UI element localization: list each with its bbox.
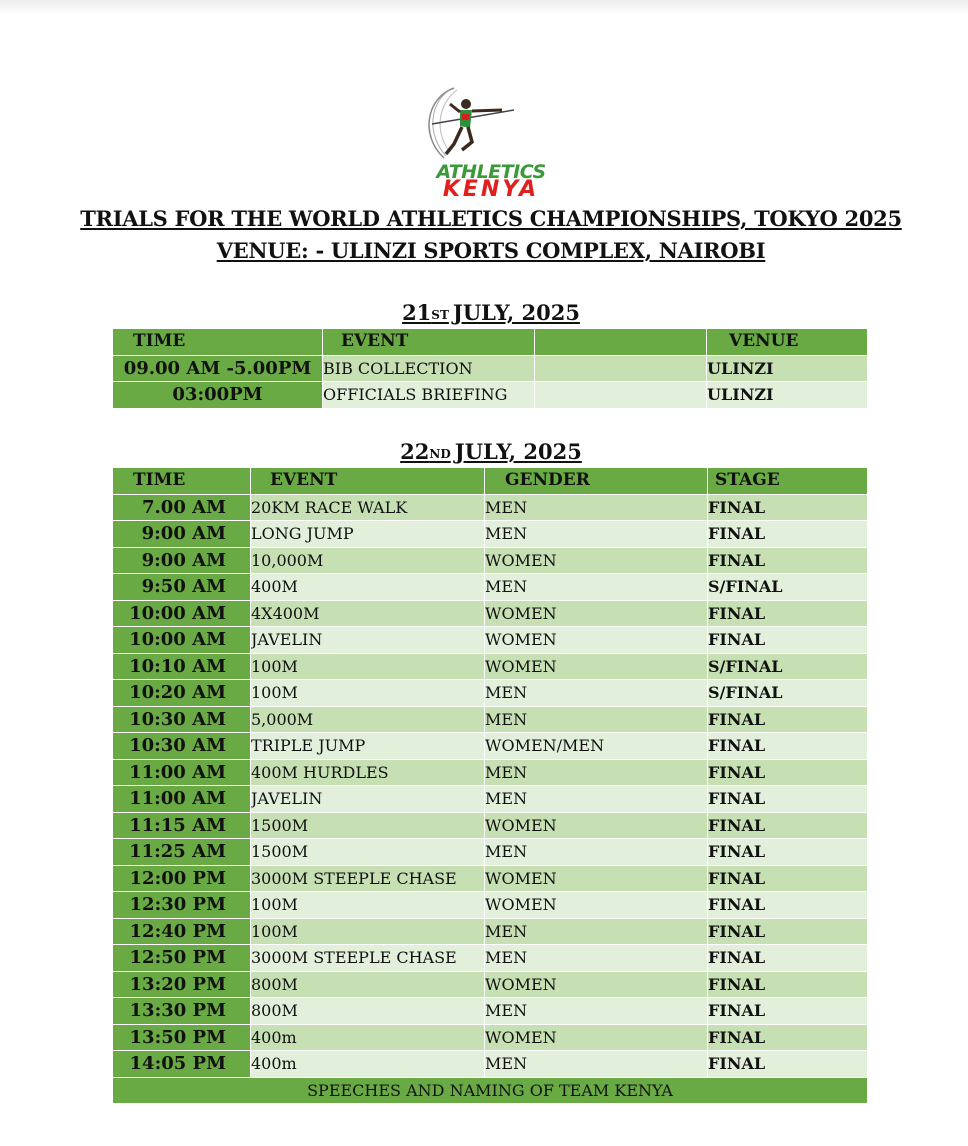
row-gender: MEN bbox=[485, 521, 708, 548]
table-row bbox=[113, 653, 868, 680]
day1-date-suffix: ST bbox=[431, 308, 449, 322]
row-stage: S/FINAL bbox=[708, 653, 868, 680]
row-time: 10:10 AM bbox=[113, 653, 251, 680]
row-stage: FINAL bbox=[708, 945, 868, 972]
table-row bbox=[113, 971, 868, 998]
table-row bbox=[113, 355, 868, 382]
row-event: 400M bbox=[251, 574, 485, 601]
row-stage: FINAL bbox=[708, 706, 868, 733]
row-event: OFFICIALS BRIEFING bbox=[323, 382, 535, 409]
row-stage: FINAL bbox=[708, 494, 868, 521]
table-row bbox=[113, 892, 868, 919]
table-row bbox=[113, 382, 868, 409]
row-stage: S/FINAL bbox=[708, 680, 868, 707]
row-gender: MEN bbox=[485, 998, 708, 1025]
row-gender: MEN bbox=[485, 839, 708, 866]
row-event: BIB COLLECTION bbox=[323, 355, 535, 382]
row-event: 4X400M bbox=[251, 600, 485, 627]
row-time: 13:50 PM bbox=[113, 1024, 251, 1051]
row-event: 3000M STEEPLE CHASE bbox=[251, 865, 485, 892]
table-header-row bbox=[113, 468, 868, 495]
row-stage: FINAL bbox=[708, 547, 868, 574]
row-gender: WOMEN bbox=[485, 547, 708, 574]
table-row bbox=[113, 627, 868, 654]
row-event: 100M bbox=[251, 892, 485, 919]
row-time: 13:20 PM bbox=[113, 971, 251, 998]
row-event: 100M bbox=[251, 918, 485, 945]
footer-row bbox=[113, 1077, 868, 1104]
row-gender: MEN bbox=[485, 786, 708, 813]
row-time: 12:30 PM bbox=[113, 892, 251, 919]
row-event: 100M bbox=[251, 680, 485, 707]
row-event: 1500M bbox=[251, 812, 485, 839]
row-event: JAVELIN bbox=[251, 627, 485, 654]
row-time: 10:30 AM bbox=[113, 733, 251, 760]
row-time: 09.00 AM -5.00PM bbox=[113, 355, 323, 382]
header-time: TIME bbox=[113, 329, 323, 356]
day1-date-heading bbox=[0, 300, 968, 326]
row-time: 9:00 AM bbox=[113, 521, 251, 548]
row-gender: MEN bbox=[485, 574, 708, 601]
table-row bbox=[113, 1024, 868, 1051]
row-event: 3000M STEEPLE CHASE bbox=[251, 945, 485, 972]
table-row bbox=[113, 812, 868, 839]
row-event: 5,000M bbox=[251, 706, 485, 733]
row-stage: FINAL bbox=[708, 918, 868, 945]
row-gender: WOMEN bbox=[485, 600, 708, 627]
row-event: TRIPLE JUMP bbox=[251, 733, 485, 760]
row-gender: MEN bbox=[485, 706, 708, 733]
row-stage: FINAL bbox=[708, 971, 868, 998]
row-stage: FINAL bbox=[708, 759, 868, 786]
header-time: TIME bbox=[113, 468, 251, 495]
row-venue: ULINZI bbox=[707, 382, 868, 409]
row-event: 800M bbox=[251, 971, 485, 998]
header-stage: STAGE bbox=[708, 468, 868, 495]
top-shadow bbox=[0, 0, 968, 14]
athletics-kenya-logo bbox=[414, 84, 568, 202]
row-stage: FINAL bbox=[708, 865, 868, 892]
row-stage: FINAL bbox=[708, 1024, 868, 1051]
row-event: 20KM RACE WALK bbox=[251, 494, 485, 521]
row-time: 11:25 AM bbox=[113, 839, 251, 866]
table-row bbox=[113, 733, 868, 760]
row-stage: FINAL bbox=[708, 600, 868, 627]
row-time: 10:00 AM bbox=[113, 600, 251, 627]
row-blank bbox=[535, 355, 707, 382]
table-row bbox=[113, 1051, 868, 1078]
header-event: EVENT bbox=[251, 468, 485, 495]
row-event: 1500M bbox=[251, 839, 485, 866]
row-gender: WOMEN bbox=[485, 971, 708, 998]
row-stage: FINAL bbox=[708, 892, 868, 919]
day1-date-day: 21 bbox=[402, 300, 432, 325]
day2-date-heading bbox=[0, 439, 968, 465]
row-event: 100M bbox=[251, 653, 485, 680]
row-gender: MEN bbox=[485, 918, 708, 945]
row-time: 9:00 AM bbox=[113, 547, 251, 574]
table-row bbox=[113, 547, 868, 574]
row-stage: FINAL bbox=[708, 786, 868, 813]
table-row bbox=[113, 574, 868, 601]
row-time: 12:40 PM bbox=[113, 918, 251, 945]
row-stage: FINAL bbox=[708, 998, 868, 1025]
row-time: 7.00 AM bbox=[113, 494, 251, 521]
row-stage: S/FINAL bbox=[708, 574, 868, 601]
row-time: 10:00 AM bbox=[113, 627, 251, 654]
row-event: LONG JUMP bbox=[251, 521, 485, 548]
header-venue: VENUE bbox=[707, 329, 868, 356]
row-time: 10:30 AM bbox=[113, 706, 251, 733]
row-gender: MEN bbox=[485, 759, 708, 786]
table-row bbox=[113, 945, 868, 972]
table-row bbox=[113, 600, 868, 627]
row-stage: FINAL bbox=[708, 733, 868, 760]
day2-date-suffix: ND bbox=[429, 447, 451, 461]
table-header-row bbox=[113, 329, 868, 356]
day2-date-rest: JULY, 2025 bbox=[454, 439, 582, 464]
row-event: 400m bbox=[251, 1051, 485, 1078]
table-row bbox=[113, 521, 868, 548]
row-gender: MEN bbox=[485, 1051, 708, 1078]
table-row bbox=[113, 759, 868, 786]
row-time: 9:50 AM bbox=[113, 574, 251, 601]
day1-schedule-table bbox=[112, 328, 868, 409]
row-time: 13:30 PM bbox=[113, 998, 251, 1025]
table-row bbox=[113, 494, 868, 521]
row-gender: MEN bbox=[485, 945, 708, 972]
logo-wordmark-athletics: ATHLETICS bbox=[436, 161, 546, 183]
table-row bbox=[113, 786, 868, 813]
day2-schedule-table bbox=[112, 467, 868, 1104]
row-time: 12:50 PM bbox=[113, 945, 251, 972]
row-gender: MEN bbox=[485, 494, 708, 521]
row-gender: WOMEN bbox=[485, 865, 708, 892]
header-blank bbox=[535, 329, 707, 356]
table-row bbox=[113, 839, 868, 866]
row-gender: WOMEN/MEN bbox=[485, 733, 708, 760]
row-event: 10,000M bbox=[251, 547, 485, 574]
row-event: JAVELIN bbox=[251, 786, 485, 813]
logo-wordmark-kenya: KENYA bbox=[442, 177, 540, 202]
row-time: 11:00 AM bbox=[113, 786, 251, 813]
row-event: 800M bbox=[251, 998, 485, 1025]
row-gender: WOMEN bbox=[485, 812, 708, 839]
row-stage: FINAL bbox=[708, 812, 868, 839]
row-event: 400M HURDLES bbox=[251, 759, 485, 786]
row-stage: FINAL bbox=[708, 521, 868, 548]
row-event: 400m bbox=[251, 1024, 485, 1051]
row-gender: WOMEN bbox=[485, 653, 708, 680]
row-gender: WOMEN bbox=[485, 1024, 708, 1051]
row-gender: MEN bbox=[485, 680, 708, 707]
row-time: 11:00 AM bbox=[113, 759, 251, 786]
row-time: 14:05 PM bbox=[113, 1051, 251, 1078]
row-time: 11:15 AM bbox=[113, 812, 251, 839]
row-venue: ULINZI bbox=[707, 355, 868, 382]
row-stage: FINAL bbox=[708, 627, 868, 654]
table-row bbox=[113, 706, 868, 733]
row-stage: FINAL bbox=[708, 839, 868, 866]
venue-line: VENUE: - ULINZI SPORTS COMPLEX, NAIROBI bbox=[216, 238, 766, 263]
table-row bbox=[113, 918, 868, 945]
row-stage: FINAL bbox=[708, 1051, 868, 1078]
day2-date-day: 22 bbox=[400, 439, 430, 464]
row-gender: WOMEN bbox=[485, 892, 708, 919]
footer-note: SPEECHES AND NAMING OF TEAM KENYA bbox=[113, 1077, 868, 1104]
header-gender: GENDER bbox=[485, 468, 708, 495]
row-time: 12:00 PM bbox=[113, 865, 251, 892]
header-event: EVENT bbox=[323, 329, 535, 356]
javelin-thrower-icon bbox=[414, 84, 568, 164]
row-time: 03:00PM bbox=[113, 382, 323, 409]
row-gender: WOMEN bbox=[485, 627, 708, 654]
table-row bbox=[113, 680, 868, 707]
row-blank bbox=[535, 382, 707, 409]
page-title: TRIALS FOR THE WORLD ATHLETICS CHAMPIONSHIPS, TOKYO 2025 bbox=[80, 206, 902, 231]
row-time: 10:20 AM bbox=[113, 680, 251, 707]
table-row bbox=[113, 865, 868, 892]
table-row bbox=[113, 998, 868, 1025]
day1-date-rest: JULY, 2025 bbox=[452, 300, 580, 325]
